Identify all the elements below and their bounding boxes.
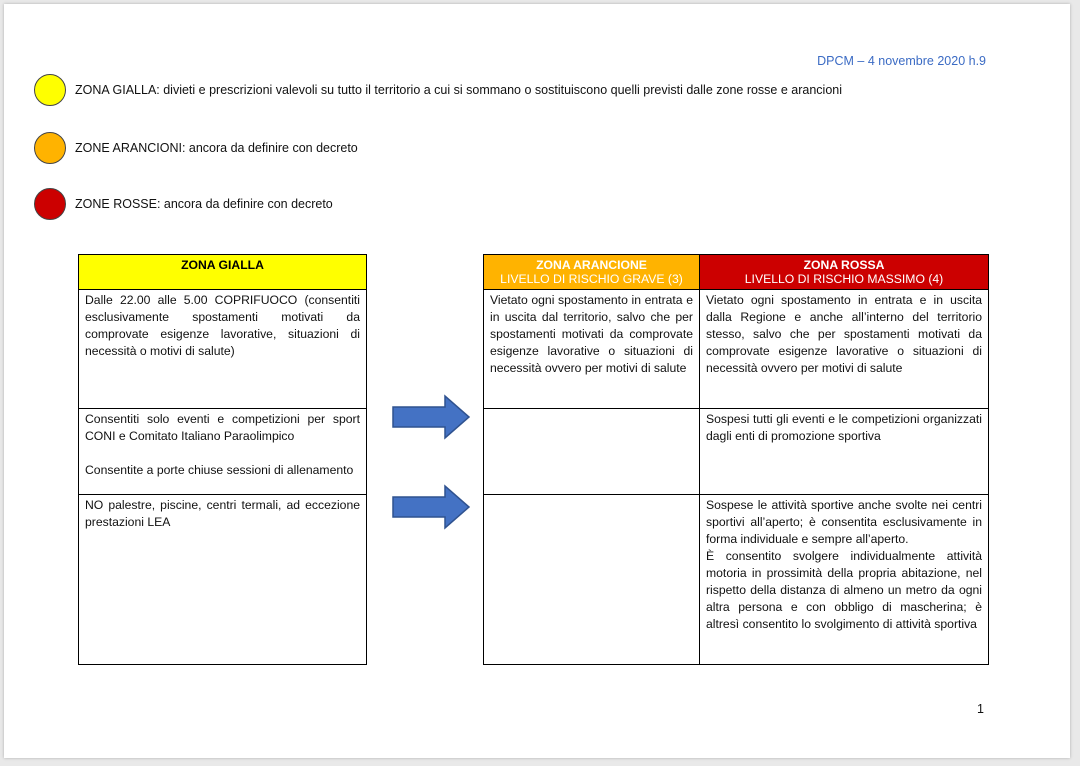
document-reference: DPCM – 4 novembre 2020 h.9	[817, 54, 986, 68]
yellow-circle-icon	[34, 74, 66, 106]
yellow-zone-header: ZONA GIALLA	[79, 255, 367, 290]
red-zone-movement-cell: Vietato ogni spostamento in entrata e in uscita dalla Regione e anche all’interno del territorio stesso, salvo che per spostamenti motivati da comprovate esigenze lavorative o situazioni di necessità ovvero per motivi di salute	[700, 290, 989, 409]
right-arrow-icon	[391, 484, 471, 530]
orange-zone-subtitle: LIVELLO DI RISCHIO GRAVE (3)	[500, 272, 683, 286]
orange-zone-title: ZONA ARANCIONE	[536, 258, 647, 272]
legend-red-zone	[34, 188, 333, 220]
red-circle-icon	[34, 188, 66, 220]
yellow-zone-events-cell	[79, 409, 367, 495]
page-number: 1	[977, 702, 984, 716]
red-zone-sports-text: Sospese le attività sportive anche svolte nei centri sportivi all’aperto; è consentita esclusivamente in forma individuale e sempre all’aperto.	[706, 498, 982, 546]
legend-red-text: ZONE ROSSE: ancora da definire con decreto	[75, 197, 333, 211]
yellow-zone-table	[78, 254, 367, 665]
document-page	[4, 4, 1070, 758]
legend-yellow-zone	[34, 74, 842, 106]
red-zone-events-cell: Sospesi tutti gli eventi e le competizioni organizzati dagli enti di promozione sportiva	[700, 409, 989, 495]
yellow-zone-curfew-cell: Dalle 22.00 alle 5.00 COPRIFUOCO (consentiti esclusivamente spostamenti motivati da comprovate esigenze lavorative, situazioni di necessità o motivi di salute)	[79, 290, 367, 409]
legend-orange-text: ZONE ARANCIONI: ancora da definire con decreto	[75, 141, 358, 155]
legend-yellow-text: ZONA GIALLA: divieti e prescrizioni valevoli su tutto il territorio a cui si sommano o sostituiscono quelli previsti dalle zone rosse e arancioni	[75, 83, 843, 97]
red-zone-subtitle: LIVELLO DI RISCHIO MASSIMO (4)	[744, 272, 944, 286]
yellow-zone-events-text: Consentiti solo eventi e competizioni per sport CONI e Comitato Italiano Paraolimpico	[85, 412, 360, 443]
red-zone-header	[700, 255, 989, 290]
orange-red-zone-table	[483, 254, 989, 665]
red-zone-individual-activity-text: È consentito svolgere individualmente attività motoria in prossimità della propria abitazione, nel rispetto della distanza di almeno un metro da ogni altra persona e con obbligo di mascherina; è altresì consentito lo svolgimento di attività sportiva	[706, 549, 982, 631]
orange-zone-header	[484, 255, 700, 290]
orange-circle-icon	[34, 132, 66, 164]
red-zone-sports-cell	[700, 495, 989, 665]
red-zone-title: ZONA ROSSA	[803, 258, 885, 272]
orange-zone-sports-cell	[484, 495, 700, 665]
right-arrow-icon	[391, 394, 471, 440]
legend-orange-zone	[34, 132, 358, 164]
yellow-zone-training-text: Consentite a porte chiuse sessioni di allenamento	[85, 463, 354, 477]
yellow-zone-gyms-cell: NO palestre, piscine, centri termali, ad eccezione prestazioni LEA	[79, 495, 367, 665]
orange-zone-events-cell	[484, 409, 700, 495]
orange-zone-movement-cell: Vietato ogni spostamento in entrata e in uscita dal territorio, salvo che per spostamenti motivati da comprovate esigenze lavorative o situazioni di necessità ovvero per motivi di salute	[484, 290, 700, 409]
